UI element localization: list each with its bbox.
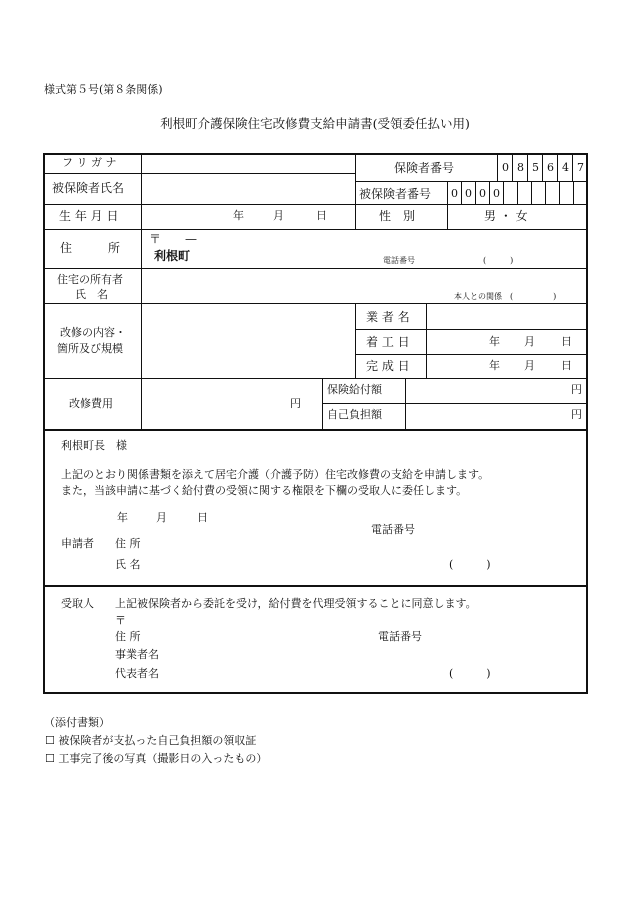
application-month: 月 [156, 511, 167, 524]
attachment-text: 工事完了後の写真（撮影日の入ったもの） [58, 752, 268, 765]
insurer-digit: 4 [562, 161, 569, 174]
page-title: 利根町介護保険住宅改修費支給申請書(受領委任払い用) [160, 116, 470, 131]
work-label: 改修の内容・ [60, 326, 126, 339]
application-text-1: 上記のとおり関係書類を添えて居宅介護（介護予防）住宅改修費の支給を申請します。 [61, 468, 490, 481]
start-year: 年 [489, 335, 500, 348]
application-year: 年 [117, 511, 128, 524]
insured-name-field[interactable] [142, 175, 354, 203]
applicant-phone-label: 電話番号 [371, 523, 415, 536]
checkbox-icon[interactable]: ☐ [45, 734, 55, 747]
insured-name-label: 被保険者氏名 [52, 181, 125, 195]
receiver-text: 上記被保険者から委託を受け，給付費を代理受領することに同意します。 [115, 597, 477, 610]
benefit-yen: 円 [571, 383, 582, 396]
insured-digit: 0 [479, 187, 486, 200]
applicant-name-label: 氏 名 [115, 558, 141, 571]
insurer-digit: 7 [577, 161, 584, 174]
furigana-field[interactable] [142, 157, 354, 172]
contractor-label: 業 者 名 [366, 310, 410, 324]
sex-label: 性 別 [379, 209, 416, 223]
insurer-digit: 8 [517, 161, 524, 174]
receiver-rep-label: 代表者名 [115, 667, 159, 680]
applicant-phone-paren: ( ) [449, 558, 491, 571]
sex-options[interactable]: 男 ・ 女 [484, 209, 528, 223]
address-label: 住 所 [60, 241, 121, 255]
start-month: 月 [524, 335, 535, 348]
cost-label: 改修費用 [69, 397, 113, 410]
self-pay-yen: 円 [571, 408, 582, 421]
complete-year: 年 [489, 359, 500, 372]
addressee: 利根町長 様 [61, 439, 127, 452]
attachment-text: 被保険者が支払った自己負担額の領収証 [58, 734, 257, 747]
start-day: 日 [561, 335, 572, 348]
complete-day: 日 [561, 359, 572, 372]
owner-name-label: 氏 名 [75, 288, 108, 301]
insurer-number-label: 保険者番号 [394, 161, 455, 175]
insured-number-label: 被保険者番号 [359, 187, 432, 201]
applicant-label: 申請者 [61, 537, 94, 550]
applicant-address-label: 住 所 [115, 537, 141, 550]
receiver-business-label: 事業者名 [115, 648, 159, 661]
attachments-heading: （添付書類） [44, 716, 110, 729]
receiver-phone-paren: ( ) [449, 667, 491, 680]
furigana-label: フ リ ガ ナ [62, 156, 117, 169]
form-number: 様式第５号(第８条関係) [44, 83, 163, 96]
insured-digit: 0 [451, 187, 458, 200]
checkbox-icon[interactable]: ☐ [45, 752, 55, 765]
birthdate-label: 生 年 月 日 [59, 209, 119, 223]
birth-month: 月 [273, 209, 284, 222]
application-day: 日 [197, 511, 208, 524]
insurer-digit: 0 [502, 161, 509, 174]
receiver-postal: 〒 [115, 614, 126, 627]
receiver-address-label: 住 所 [115, 630, 141, 643]
owner-label: 住宅の所有者 [57, 273, 123, 286]
town-name: 利根町 [154, 249, 191, 263]
start-date-label: 着 工 日 [366, 335, 410, 349]
cost-yen: 円 [290, 397, 301, 410]
work-content-field[interactable] [142, 305, 354, 377]
attachment-item [45, 753, 267, 764]
application-text-2: また，当該申請に基づく給付費の受領に関する権限を下欄の受取人に委任します。 [61, 484, 468, 497]
receiver-phone-label: 電話番号 [378, 630, 422, 643]
birth-day: 日 [316, 209, 327, 222]
relation-label: 本人との関係 ( ) [454, 292, 557, 301]
insured-digit: 0 [465, 187, 472, 200]
phone-label: 電話番号 [383, 256, 415, 265]
insurer-digit: 5 [532, 161, 539, 174]
receiver-label: 受取人 [61, 597, 94, 610]
postal-code: 〒 — [149, 232, 198, 246]
insured-digit: 0 [493, 187, 500, 200]
self-pay-label: 自己負担額 [327, 408, 382, 421]
complete-month: 月 [524, 359, 535, 372]
attachment-item [45, 735, 256, 746]
benefit-label: 保険給付額 [327, 383, 382, 396]
phone-paren: ( ) [483, 256, 514, 265]
complete-date-label: 完 成 日 [366, 359, 410, 373]
work-scale-label: 箇所及び規模 [57, 342, 123, 355]
insurer-digit: 6 [547, 161, 554, 174]
birth-year: 年 [233, 209, 244, 222]
